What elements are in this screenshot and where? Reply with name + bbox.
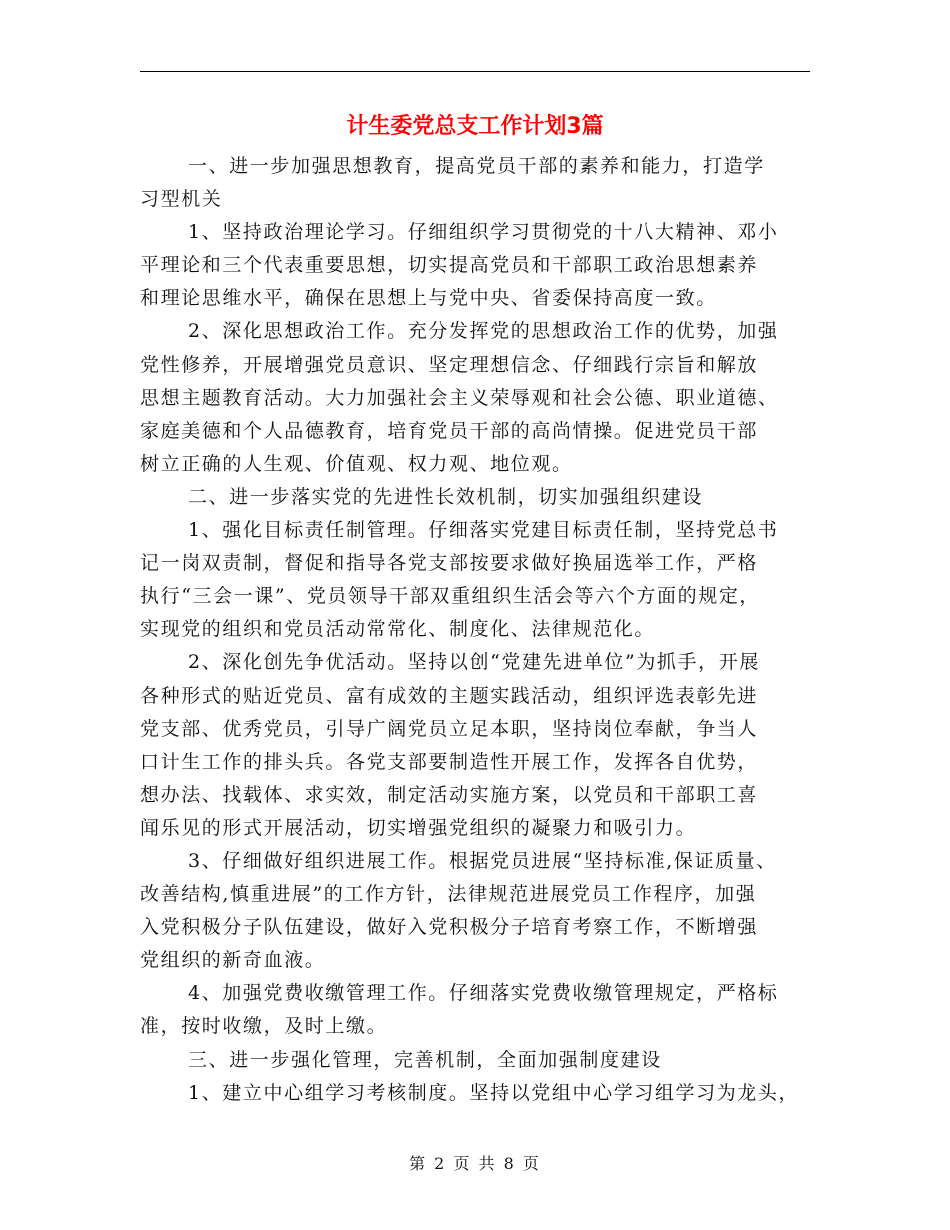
- text-line: 闻乐见的形式开展活动，切实增强党组织的凝聚力和吸引力。: [140, 816, 697, 839]
- text-line: 想办法、找载体、求实效，制定活动实施方案，以党员和干部职工喜: [140, 783, 759, 806]
- text-line: 改善结构,慎重进展”的工作方针，法律规范进展党员工作程序，加强: [140, 883, 757, 906]
- paragraph-start: 1、强化目标责任制管理。仔细落实党建目标责任制，坚持党总书: [188, 519, 779, 542]
- paragraph-start: 2、深化创先争优活动。坚持以创“党建先进单位”为抓手，开展: [188, 651, 760, 674]
- paragraph-start: 2、深化思想政治工作。充分发挥党的思想政治工作的优势，加强: [188, 320, 779, 343]
- text-line: 党组织的新奇血液。: [140, 949, 326, 972]
- page-number: 第 2 页 共 8 页: [409, 1154, 541, 1173]
- text-line: 党性修养，开展增强党员意识、坚定理想信念、仔细践行宗旨和解放: [140, 353, 759, 376]
- paragraph-start: 3、仔细做好组织进展工作。根据党员进展“坚持标准,保证质量、: [188, 849, 777, 872]
- text-line: 党支部、优秀党员，引导广阔党员立足本职，坚持岗位奉献，争当人: [140, 717, 759, 740]
- text-line: 习型机关: [140, 188, 223, 211]
- text-line: 平理论和三个代表重要思想，切实提高党员和干部职工政治思想素养: [140, 254, 759, 277]
- text-line: 准，按时收缴，及时上缴。: [140, 1015, 388, 1038]
- section-heading-3: 三、进一步强化管理，完善机制，全面加强制度建设: [188, 1048, 662, 1071]
- text-line: 记一岗双责制，督促和指导各党支部按要求做好换届选举工作，严格: [140, 552, 759, 575]
- paragraph-start: 1、坚持政治理论学习。仔细组织学习贯彻党的十八大精神、邓小: [188, 221, 779, 244]
- text-line: 思想主题教育活动。大力加强社会主义荣辱观和社会公德、职业道德、: [140, 386, 779, 409]
- document-title: 计生委党总支工作计划3篇: [346, 114, 604, 139]
- paragraph-start: 4、加强党费收缴管理工作。仔细落实党费收缴管理规定，严格标: [188, 982, 779, 1005]
- text-line: 家庭美德和个人品德教育，培育党员干部的高尚情操。促进党员干部: [140, 419, 759, 442]
- section-heading-1: 一、进一步加强思想教育，提高党员干部的素养和能力，打造学: [188, 155, 765, 177]
- header-rule: [140, 71, 810, 72]
- text-line: 树立正确的人生观、价值观、权力观、地位观。: [140, 452, 573, 475]
- text-line: 实现党的组织和党员活动常常化、制度化、法律规范化。: [140, 618, 656, 641]
- text-line: 入党积极分子队伍建设，做好入党积极分子培育考察工作，不断增强: [140, 916, 759, 939]
- text-line: 执行“三会一课”、党员领导干部双重组织生活会等六个方面的规定，: [140, 585, 761, 608]
- section-heading-2: 二、进一步落实党的先进性长效机制，切实加强组织建设: [188, 485, 704, 508]
- document-body: [140, 150, 810, 1110]
- text-line: 和理论思维水平，确保在思想上与党中央、省委保持高度一致。: [140, 287, 717, 310]
- paragraph-start: 1、建立中心组学习考核制度。坚持以党组中心学习组学习为龙头，: [188, 1081, 800, 1104]
- text-line: 各种形式的贴近党员、富有成效的主题实践活动，组织评选表彰先进: [140, 684, 759, 707]
- text-line: 口计生工作的排头兵。各党支部要制造性开展工作，发挥各自优势，: [140, 750, 759, 773]
